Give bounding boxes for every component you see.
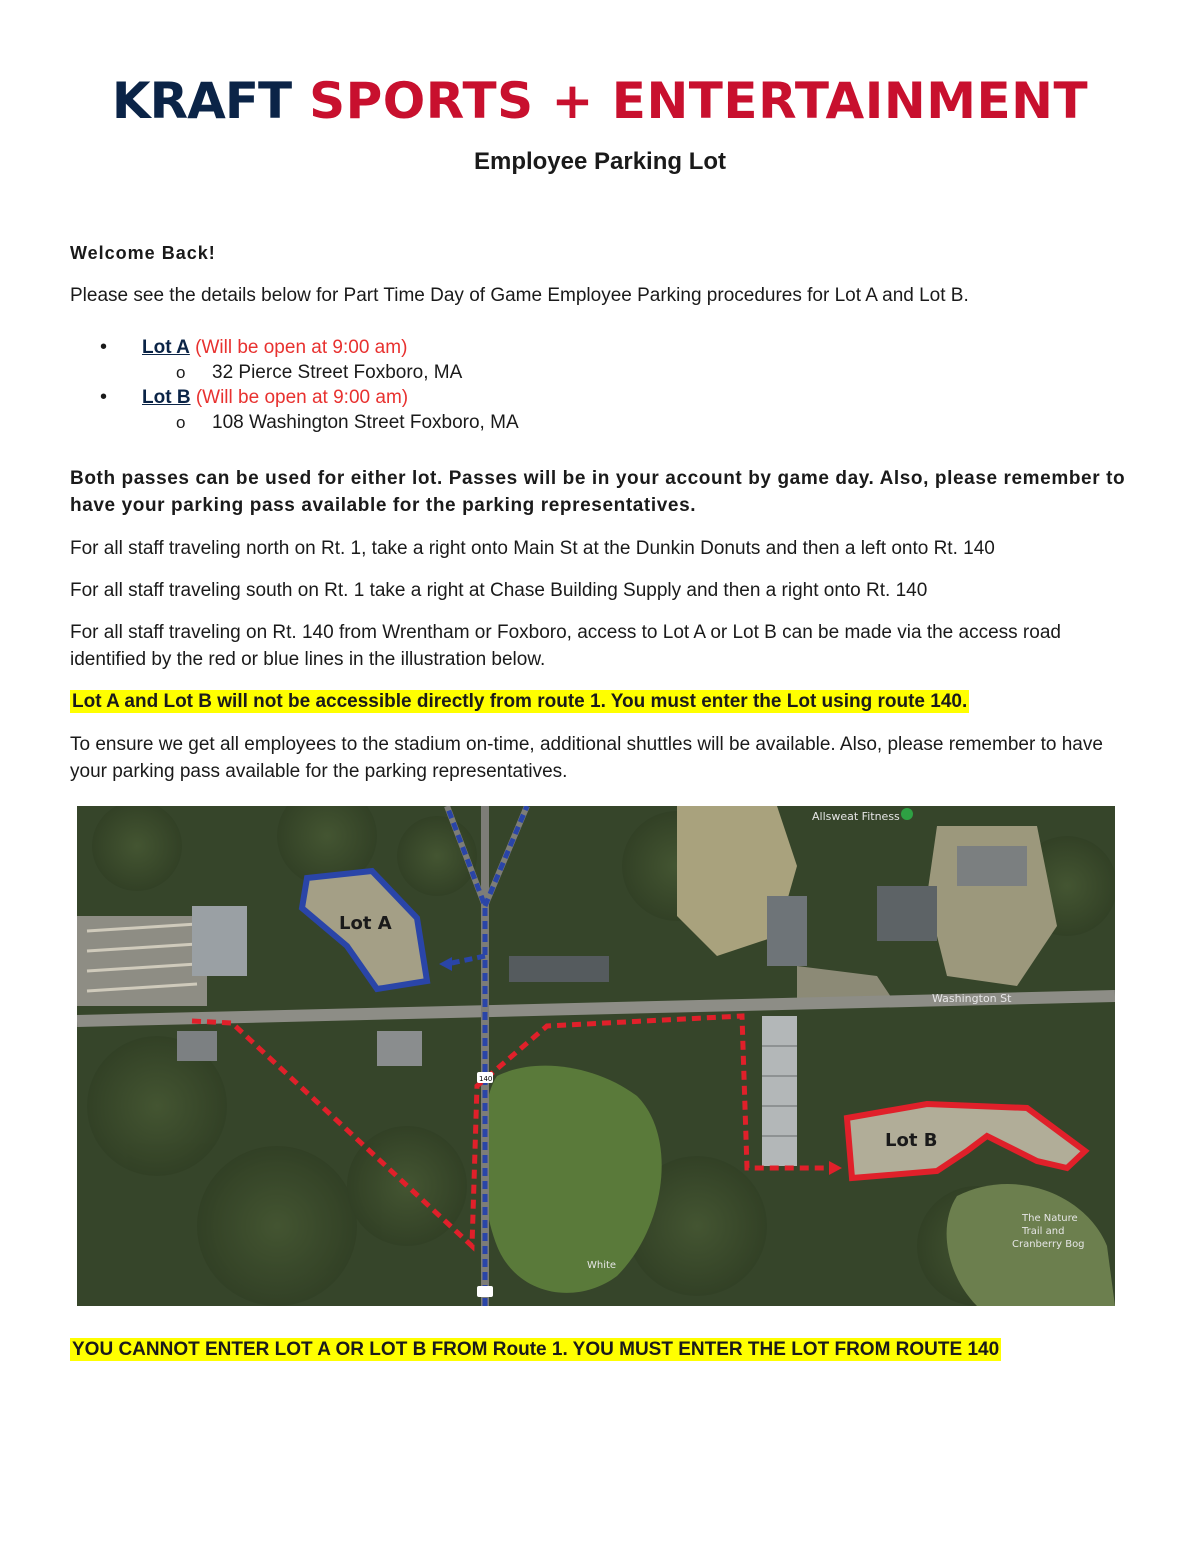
building-strip-mall — [509, 956, 609, 982]
passes-notice: Both passes can be used for either lot. Passes will be in your account by game day. Also, please remember to have your parking pass available for the parking representatives. — [70, 468, 1126, 516]
logo-sports-entertainment-text: SPORTS + ENTERTAINMENT — [309, 72, 1089, 130]
building-south — [377, 1031, 422, 1066]
building-northeast — [957, 846, 1027, 886]
building-left — [192, 906, 247, 976]
intro-paragraph: Please see the details below for Part Time Day of Game Employee Parking procedures for Lot A and Lot B. — [70, 285, 969, 306]
footer-warning-text: YOU CANNOT ENTER LOT A OR LOT B FROM Route 1. YOU MUST ENTER THE LOT FROM ROUTE 140 — [72, 1339, 1000, 1360]
company-logo — [0, 72, 1200, 130]
page-title: Employee Parking Lot — [473, 148, 727, 175]
building-warehouse — [767, 896, 807, 966]
south-directions: For all staff traveling south on Rt. 1 take a right at Chase Building Supply and then a right onto Rt. 140 — [70, 580, 928, 601]
white-place-label: White — [587, 1260, 617, 1271]
route-1-warning — [70, 688, 1140, 715]
lot-a-name: Lot A — [142, 337, 190, 358]
lot-b-open-note: (Will be open at 9:00 am) — [195, 387, 409, 408]
building-southwest — [177, 1031, 217, 1061]
washington-street-label: Washington St — [932, 992, 1012, 1005]
route-140-directions: For all staff traveling on Rt. 140 from Wrentham or Foxboro, access to Lot A or Lot B can be made via the access road identified by the red or blue lines in the illustration below. — [70, 622, 1061, 670]
nature-trail-label-3: Cranberry Bog — [1012, 1239, 1085, 1250]
route-shield-icon — [477, 1286, 493, 1297]
lot-a-label: Lot A — [339, 913, 392, 934]
nature-trail-label-1: The Nature — [1022, 1213, 1078, 1224]
parking-map — [77, 806, 1115, 1306]
lot-b-name: Lot B — [142, 387, 191, 408]
lot-a-address: 32 Pierce Street Foxboro, MA — [212, 362, 463, 383]
welcome-heading: Welcome Back! — [70, 243, 216, 263]
sub-bullet-icon: o — [176, 413, 186, 432]
fitness-place-label: Allsweat Fitness — [812, 810, 900, 823]
footer-warning — [70, 1336, 1140, 1363]
building-east — [877, 886, 937, 941]
sub-bullet-icon: o — [176, 363, 186, 382]
bullet-icon: • — [100, 386, 108, 408]
logo-kraft-text: KRAFT — [111, 72, 292, 130]
map-pin-icon — [901, 808, 913, 820]
nature-trail-label-2: Trail and — [1022, 1226, 1065, 1237]
route-shield-label: 140 — [479, 1075, 493, 1083]
shuttle-notice: To ensure we get all employees to the stadium on-time, additional shuttles will be available. Also, please remember to have your parking pass available for the parking representatives. — [70, 734, 1103, 782]
lot-a-open-note: (Will be open at 9:00 am) — [195, 337, 408, 358]
lot-b-label: Lot B — [885, 1130, 938, 1151]
bullet-icon: • — [100, 336, 108, 358]
aerial-map-illustration — [77, 806, 1115, 1306]
lot-b-address: 108 Washington Street Foxboro, MA — [212, 412, 519, 433]
north-directions: For all staff traveling north on Rt. 1, take a right onto Main St at the Dunkin Donuts and then a left onto Rt. 140 — [70, 538, 995, 559]
route-1-warning-text: Lot A and Lot B will not be accessible directly from route 1. You must enter the Lot using route 140. — [72, 691, 968, 712]
greenhouse-rows — [762, 1016, 797, 1166]
